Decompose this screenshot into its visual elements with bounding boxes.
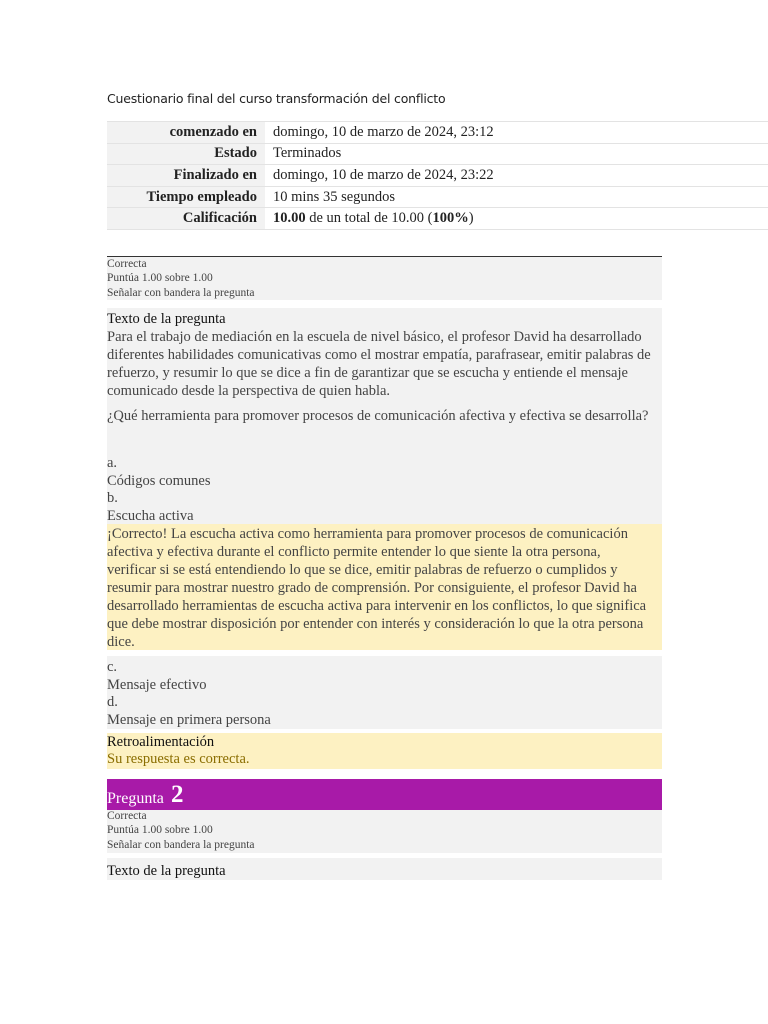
q1-option-b-text[interactable]: Escucha activa — [107, 508, 194, 524]
q2-text-heading: Texto de la pregunta — [107, 863, 226, 879]
grade-percent: 100% — [432, 210, 469, 227]
q1-feedback-heading: Retroalimentación — [107, 734, 215, 750]
grade-value — [265, 208, 768, 230]
q1-option-a-letter[interactable]: a. — [107, 455, 118, 471]
q2-header-label: Pregunta — [107, 790, 164, 807]
q1-option-c-text[interactable]: Mensaje efectivo — [107, 677, 207, 693]
summary-row-finished — [107, 165, 768, 187]
summary-value: domingo, 10 de marzo de 2024, 23:22 — [265, 165, 768, 187]
q1-option-feedback: ¡Correcto! La escucha activa como herramienta para promover procesos de comunicación afectiva y efectiva durante el conflicto permite entender lo que siente la otra persona, verificar si se está entendiendo lo que se dice, emitir palabras de refuerzo o cumplidos y resumir para mostrar nuestro grado de comprensión. Por consiguiente, el profesor David ha desarrollado herramientas de escucha activa para intervenir en los conflictos, lo que significa que debe mostrar disposición por entender con interés y consideración lo que la otra persona dice. — [107, 526, 647, 650]
grade-score: 10.00 — [273, 210, 306, 227]
page-title: Cuestionario final del curso transformación del conflicto — [107, 91, 446, 106]
summary-value: domingo, 10 de marzo de 2024, 23:12 — [265, 122, 768, 144]
grade-close: ) — [468, 210, 474, 227]
summary-label: Calificación — [107, 208, 265, 230]
q1-text-heading: Texto de la pregunta — [107, 311, 226, 327]
summary-label: Estado — [107, 143, 265, 165]
q2-header-number: 2 — [171, 781, 184, 808]
q1-option-b-letter[interactable]: b. — [107, 490, 118, 506]
q1-feedback-text: Su respuesta es correcta. — [107, 751, 250, 767]
q1-option-a-text[interactable]: Códigos comunes — [107, 473, 211, 489]
summary-row-state — [107, 143, 768, 165]
summary-row-started — [107, 122, 768, 144]
q1-option-d-text[interactable]: Mensaje en primera persona — [107, 712, 271, 728]
grade-total: de un total de 10.00 ( — [305, 210, 433, 227]
q2-flag-link[interactable]: Señalar con bandera la pregunta — [107, 839, 255, 851]
q1-paragraph-2: ¿Qué herramienta para promover procesos de comunicación afectiva y efectiva se desarrolla? — [107, 408, 649, 424]
q1-option-c-letter[interactable]: c. — [107, 659, 118, 675]
summary-value: 10 mins 35 segundos — [265, 186, 768, 208]
q1-status: Correcta — [107, 258, 147, 270]
q2-score: Puntúa 1.00 sobre 1.00 — [107, 824, 213, 836]
summary-row-grade — [107, 208, 768, 230]
summary-row-time — [107, 186, 768, 208]
q2-status: Correcta — [107, 810, 147, 822]
summary-label: Tiempo empleado — [107, 186, 265, 208]
q1-score: Puntúa 1.00 sobre 1.00 — [107, 272, 213, 284]
q1-paragraph-1: Para el trabajo de mediación en la escuela de nivel básico, el profesor David ha desarrollado diferentes habilidades comunicativas como el mostrar empatía, parafrasear, emitir palabras de refuerzo, y resumir lo que se dice a fin de garantizar que se escucha y entiende el mensaje comunicado desde la perspectiva de quien habla. — [107, 329, 651, 399]
q1-option-d-letter[interactable]: d. — [107, 694, 118, 710]
summary-value: Terminados — [265, 143, 768, 165]
summary-label: Finalizado en — [107, 165, 265, 187]
summary-label: comenzado en — [107, 122, 265, 144]
q2-header — [107, 779, 662, 810]
attempt-summary-table — [107, 121, 768, 230]
q1-flag-link[interactable]: Señalar con bandera la pregunta — [107, 287, 255, 299]
